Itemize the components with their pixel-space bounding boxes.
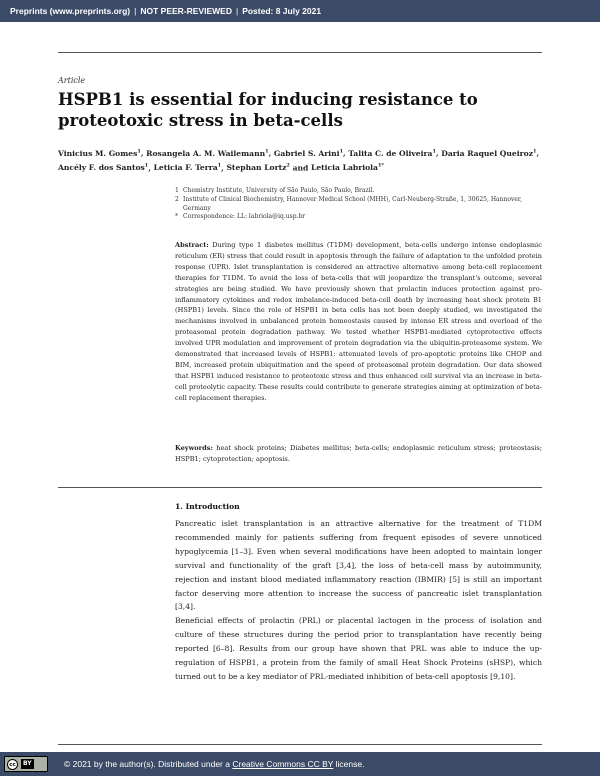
cc-by-badge-icon[interactable] bbox=[4, 756, 48, 772]
footer-divider bbox=[58, 744, 542, 745]
keywords bbox=[175, 443, 542, 465]
section-divider bbox=[58, 487, 542, 488]
authors-and: and bbox=[292, 163, 309, 173]
paragraph: Pancreatic islet transplantation is an attractive alternative for the treatment of T1DM recommended mainly for patients suffering from frequent episodes of severe unnoticed hypoglycemia [1–3]. Even when several modifications have been adopted to maintain longer survival and functionality of the graft [3,4], the loss of beta-cell mass by autoimmunity, rejection and instant blood mediated inflammatory reaction (IBMIR) [5] is still an important factor deserving more attention to increase the success of pancreatic islet transplantation [3,4]. bbox=[175, 519, 542, 612]
preprint-header-bar bbox=[0, 0, 600, 22]
article-title: HSPB1 is essential for inducing resistance to proteotoxic stress in beta-cells bbox=[58, 90, 478, 130]
posted-date: Posted: 8 July 2021 bbox=[242, 6, 322, 16]
license-link[interactable]: Creative Commons CC BY bbox=[232, 759, 334, 769]
keywords-text: heat shock proteins; Diabetes mellitus; beta-cells; endoplasmic reticulum stress; proteostasis; HSPB1; cytoprotection; apoptosis. bbox=[175, 444, 542, 463]
license-footer bbox=[0, 752, 600, 776]
author: Leticia F. Terra$^1$ bbox=[153, 162, 222, 173]
article-type-label: Article bbox=[58, 76, 86, 85]
author: Leticia Labriola$^{1*}$ bbox=[310, 162, 385, 173]
header-separator: | bbox=[235, 6, 239, 16]
preprints-site-link[interactable]: Preprints (www.preprints.org) bbox=[10, 6, 131, 16]
author: Rosangela A. M. Wailemann$^1$ bbox=[146, 148, 269, 158]
correspondence: * Correspondence: LL: labriola@iq.usp.br bbox=[175, 213, 306, 221]
peer-review-status: NOT PEER-REVIEWED bbox=[140, 6, 232, 16]
abstract bbox=[175, 240, 542, 404]
abstract-label: Abstract: bbox=[175, 241, 209, 249]
section-heading-introduction: 1. Introduction bbox=[175, 502, 240, 511]
author: Ancély F. dos Santos$^1$ bbox=[58, 162, 149, 173]
abstract-text: During type 1 diabetes mellitus (T1DM) development, beta-cells undergo intense endoplasmic reticulum (ER) stress that could result in apoptosis through the failure of adaptation to the unfolded protein response (UPR). Islet transplantation is considered an attractive alternative among beta-cell replacement therapies for T1DM. To avoid the loss of beta-cells that will jeopardize the transplant's outcome, several strategies are being studied. We have previously shown that prolactin induces protection against pro-inflammatory cytokines and redox imbalance-induced beta-cell death by increasing heat shock protein B1 (HSPB1) levels. Since the role of HSPB1 in beta cells has not been deeply studied, we investigated the mechanisms involved in unbalanced protein homeostasis caused by intense ER stress and overload of the proteasomal protein degradation pathway. We tested whether HSPB1-mediated cytoprotective effects involved UPR modulation and improvement of protein degradation via the ubiquitin-proteasome system. We demonstrated that increased levels of HSPB1: attenuated levels of pro-apoptotic proteins like CHOP and BIM, increased protein ubiquitination and the speed of proteasomal protein degradation. Our data showed that HSPB1 induced resistance to proteotoxic stress and thus enhanced cell survival via an increase in beta-cell proteolytic capacity. These results could contribute to generate strategies aiming at optimization of beta-cell replacement therapies. bbox=[175, 241, 542, 402]
author: Vinicius M. Gomes$^1$ bbox=[58, 148, 141, 158]
paragraph: Beneficial effects of prolactin (PRL) or placental lactogen in the process of isolation and culture of these structures during the period prior to transplantation have recently being reported [6–8]. Results from our group have shown that PRL was able to induce the up-regulation of HSPB1, a protein from the family of small Heat Shock Proteins (sHSP), which turned out to be a key mediator of PRL-mediated inhibition of beta-cell apoptosis [9,10]. bbox=[175, 616, 542, 681]
author: Daria Raquel Queiroz$^1$ bbox=[441, 148, 537, 158]
author: Gabriel S. Arini$^1$ bbox=[273, 148, 344, 158]
license-text: © 2021 by the author(s). Distributed under a Creative Commons CC BY license. bbox=[64, 759, 365, 769]
cc-logo-icon: cc bbox=[7, 759, 18, 770]
introduction-body bbox=[175, 517, 542, 684]
keywords-label: Keywords: bbox=[175, 444, 213, 452]
author: Talita C. de Oliveira$^1$ bbox=[348, 148, 436, 158]
header-separator: | bbox=[134, 6, 137, 16]
author: Stephan Lortz$^2$ bbox=[226, 162, 290, 173]
affiliations bbox=[175, 187, 541, 222]
top-divider bbox=[58, 52, 542, 53]
affiliation-item: 2 Institute of Clinical Biochemistry, Hannover Medical School (MHH), Carl-Neuberg-Straße, 1, 30625, Hannover, Germany bbox=[175, 195, 523, 212]
by-label: BY bbox=[23, 760, 32, 767]
affiliation-item: 1 Chemistry Institute, University of São Paulo, São Paulo, Brazil. bbox=[175, 187, 375, 194]
author-list: Vinicius M. Gomes$^1$, Rosangela A. M. Wailemann$^1$, Gabriel S. Arini$^1$, Talita C. de Oliveira$^1$, Daria Raquel Queiroz$^1$, Ancély F. dos Santos$^1$, Leticia F. Terra$^1$, Stephan Lortz$^2$ and Leticia Labriola$^{1*}$ bbox=[58, 148, 540, 173]
